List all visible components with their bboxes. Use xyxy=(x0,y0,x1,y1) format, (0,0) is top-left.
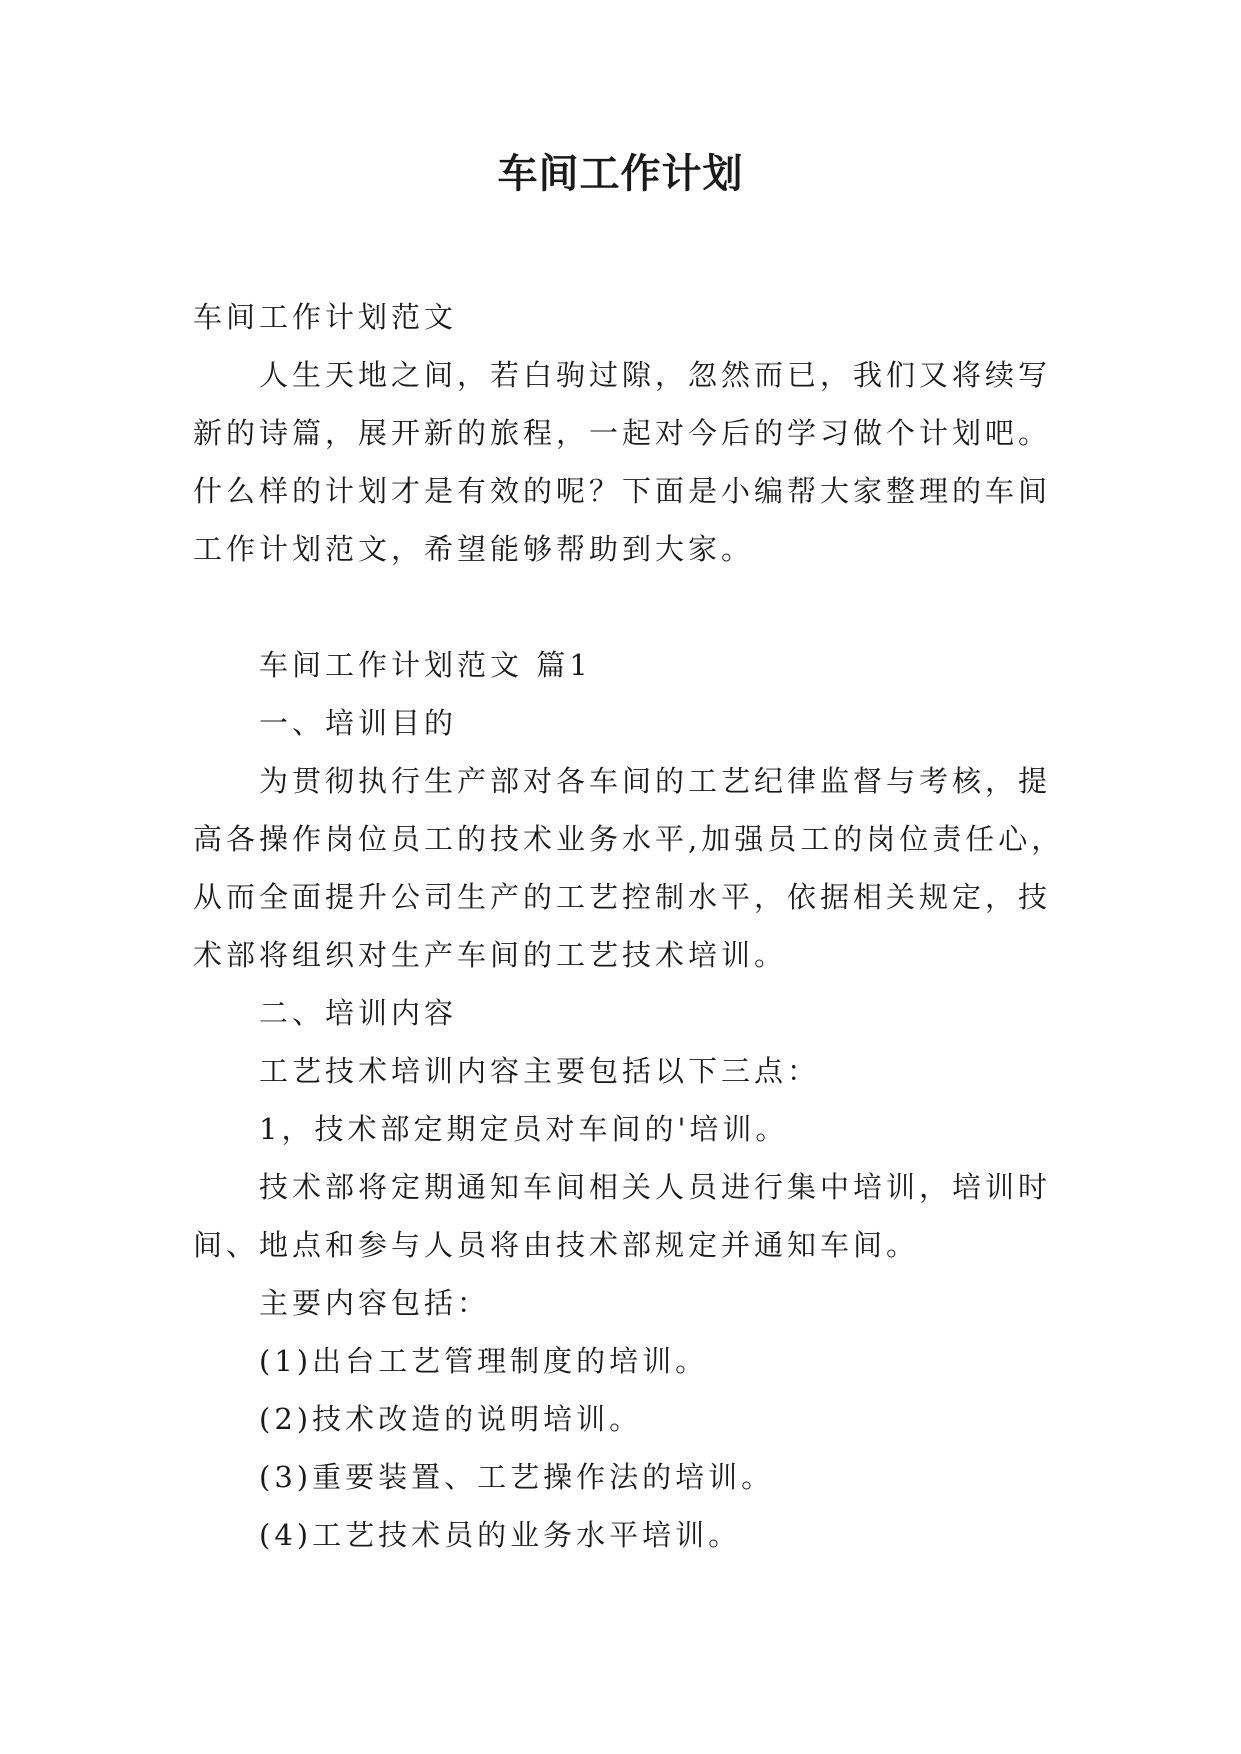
paragraph-periodic-training: 技术部将定期通知车间相关人员进行集中培训，培训时间、地点和参与人员将由技术部规定并通知车间。 xyxy=(193,1170,1052,1262)
sub-item-1: (1)出台工艺管理制度的培训。 xyxy=(259,1344,709,1378)
intro-paragraph: 人生天地之间，若白驹过隙，忽然而已，我们又将续写新的诗篇，展开新的旅程，一起对今后的学习做个计划吧。什么样的计划才是有效的呢？下面是小编帮大家整理的车间工作计划范文，希望能够帮助到大家。 xyxy=(193,358,1052,566)
heading-training-purpose: 一、培训目的 xyxy=(259,706,458,740)
paragraph-content-overview: 工艺技术培训内容主要包括以下三点： xyxy=(259,1054,821,1088)
sub-item-4: (4)工艺技术员的业务水平培训。 xyxy=(259,1518,742,1552)
paragraph-gap xyxy=(193,578,1073,636)
sub-item-3: (3)重要装置、工艺操作法的培训。 xyxy=(259,1460,775,1494)
section-heading: 车间工作计划范文 篇1 xyxy=(259,648,592,682)
sub-item-2: (2)技术改造的说明培训。 xyxy=(259,1402,643,1436)
list-item-1: 1，技术部定期定员对车间的'培训。 xyxy=(259,1112,789,1146)
document-body xyxy=(193,288,1073,1564)
document-title: 车间工作计划 xyxy=(497,151,744,197)
paragraph-main-content: 主要内容包括： xyxy=(259,1286,491,1320)
document-subtitle: 车间工作计划范文 xyxy=(193,300,458,334)
heading-training-content: 二、培训内容 xyxy=(259,996,458,1030)
paragraph-training-purpose: 为贯彻执行生产部对各车间的工艺纪律监督与考核，提高各操作岗位员工的技术业务水平,加强员工的岗位责任心，从而全面提升公司生产的工艺控制水平，依据相关规定，技术部将组织对生产车间的工艺技术培训。 xyxy=(193,764,1065,972)
